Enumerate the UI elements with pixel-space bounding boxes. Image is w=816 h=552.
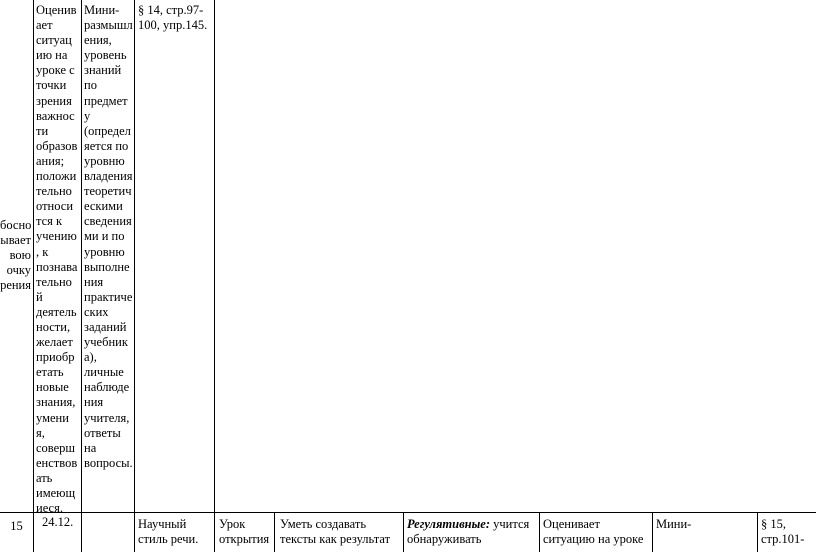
regulative-text: учится обнаруживать [407, 517, 530, 547]
control-cell: Мини- [656, 517, 692, 531]
grid-line-v5 [214, 0, 215, 552]
subject-skills-cell: Уметь создавать тексты как результат [280, 517, 391, 547]
grid-line-h1 [0, 512, 816, 513]
prev-row-homework-cell: § 14, стр.97- 100, упр.145. [138, 3, 208, 33]
regulative-label: Регулятивные: [407, 517, 490, 531]
grid-line-v1 [33, 0, 34, 552]
grid-line-v8 [539, 512, 540, 552]
regulative-cell [407, 517, 539, 552]
lesson-type-cell: Урок открытия [219, 517, 270, 547]
lesson-date-cell: 24.12. [42, 515, 74, 529]
lesson-topic-cell: Научный стиль речи. [138, 517, 199, 547]
grid-line-v10 [757, 512, 758, 552]
prev-row-personal-cell: Оценив ает ситуац ию на уроке с точки зрения важнос ти образов ания; положи тельно относи тся к учению , к познава тельно й деятель ности, желает приобр етать новые знания, умени я, соверш енствов ать имеющ иеся. [36, 3, 78, 516]
lesson-number-cell: 15 [10, 519, 23, 533]
prev-row-control-cell: Мини- размышл ения, уровень знаний по предмет у (определ яется по уровню владения теоретич ескими сведения ми и по уровню выполне ния практиче ских заданий учебник а), личные наблюде ния учителя, ответы на вопросы. [84, 3, 133, 470]
prev-row-activity-cell: босно ывает вою очку рения [0, 218, 32, 293]
personal-results-cell: Оценивает ситуацию на уроке [543, 517, 644, 547]
homework-cell: § 15, стр.101- [761, 517, 805, 547]
